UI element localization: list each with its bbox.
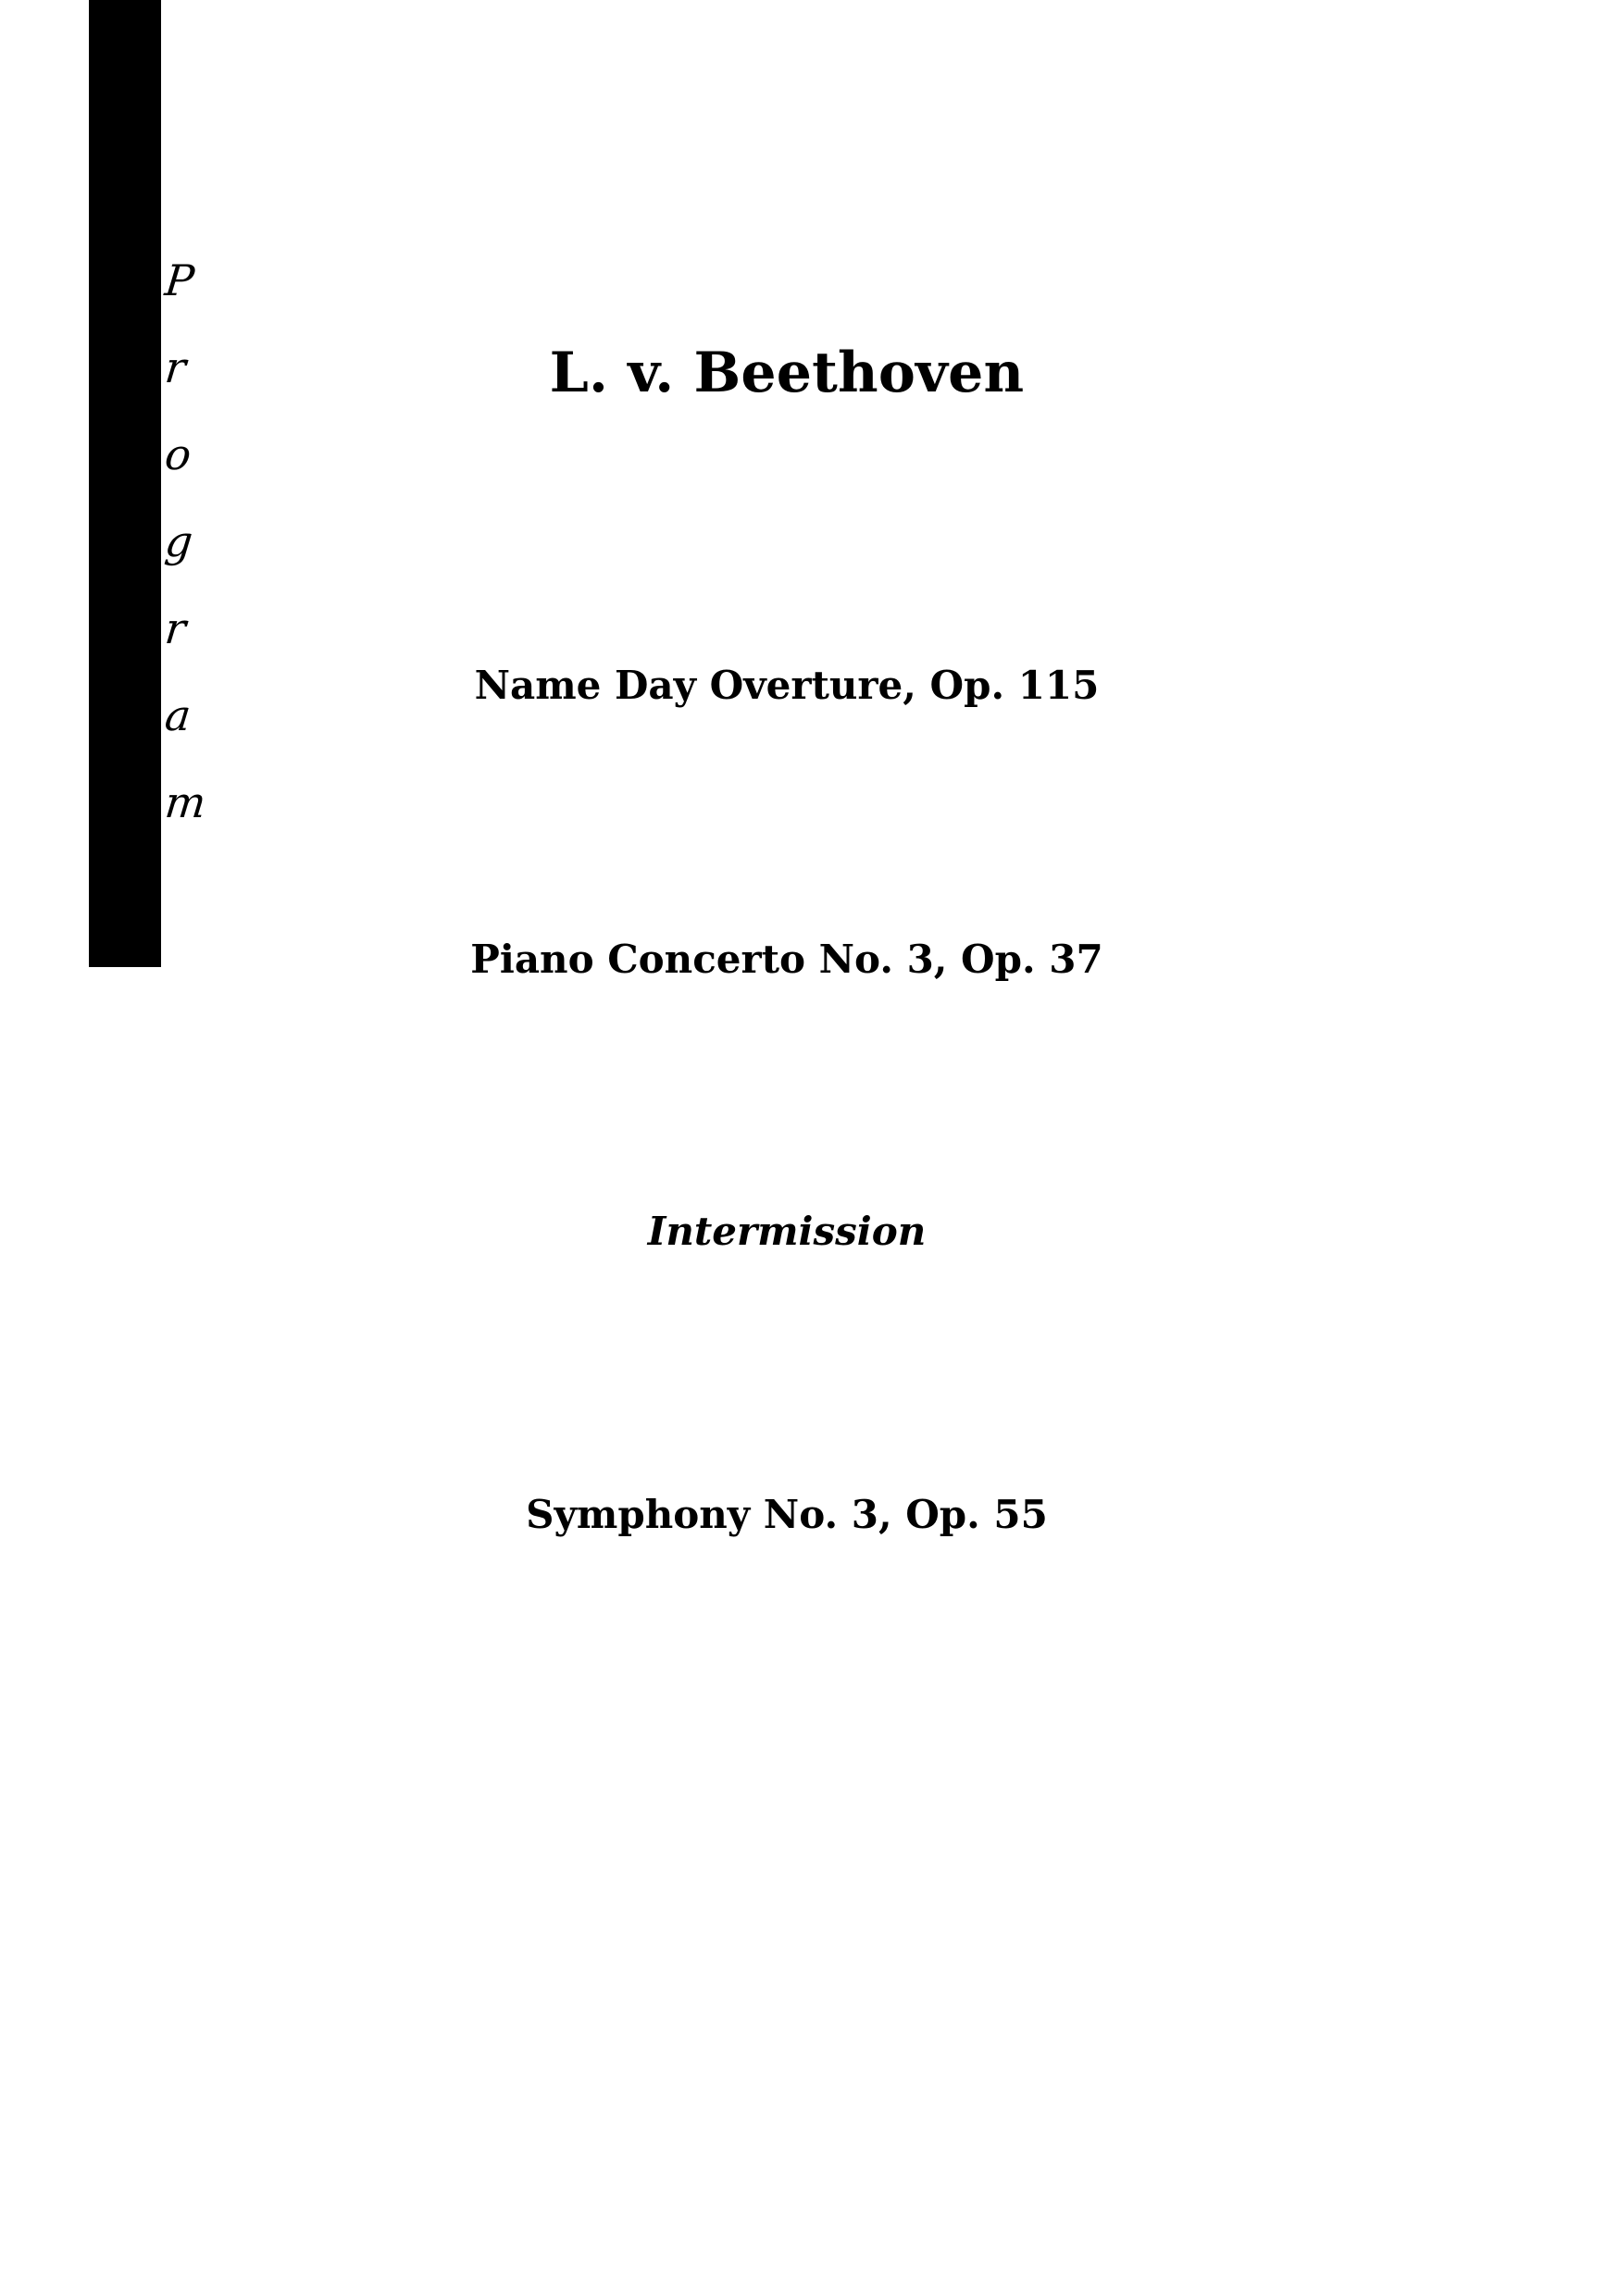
program-letter-r1: r — [162, 342, 189, 392]
program-item-3: Symphony No. 3, Op. 55 — [526, 1492, 1048, 1537]
program-letter-p: P — [162, 255, 197, 305]
program-item-2: Piano Concerto No. 3, Op. 37 — [470, 937, 1103, 982]
program-letter-a: a — [162, 690, 193, 740]
program-letter-o: o — [162, 429, 194, 479]
decorative-black-bar — [89, 0, 161, 967]
program-item-1: Name Day Overture, Op. 115 — [474, 663, 1100, 708]
program-vertical-label — [162, 255, 265, 868]
program-letter-g: g — [162, 516, 195, 566]
program-letter-m: m — [162, 777, 208, 827]
composer-name: L. v. Beethoven — [549, 341, 1025, 405]
intermission-label: Intermission — [647, 1209, 927, 1254]
program-letter-r2: r — [162, 603, 189, 653]
program-content — [259, 0, 1619, 2296]
